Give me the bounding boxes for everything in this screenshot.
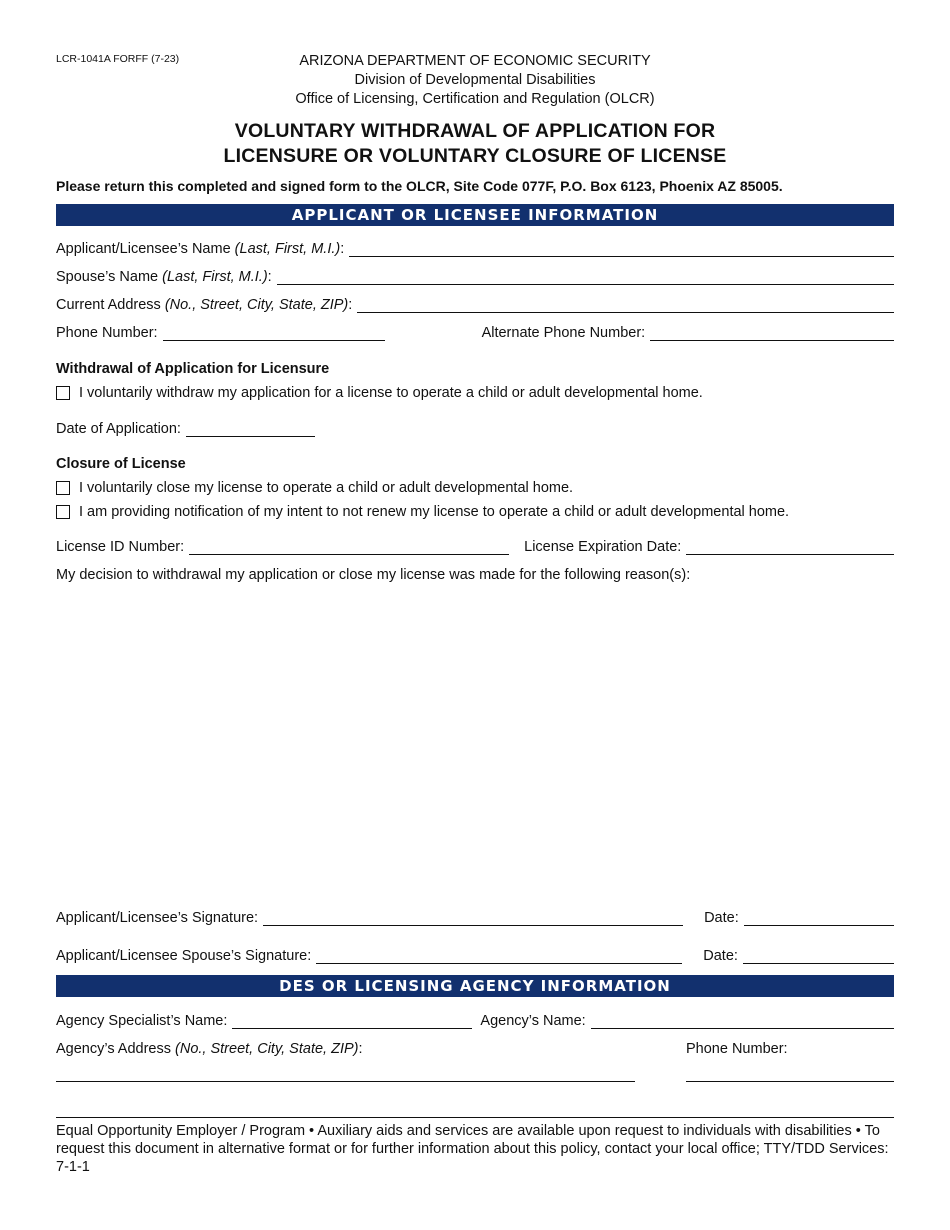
footer-divider xyxy=(56,1117,894,1118)
form-code: LCR-1041A FORFF (7-23) xyxy=(56,53,180,65)
application-date-label: Date of Application: xyxy=(56,421,181,437)
withdraw-checkbox[interactable] xyxy=(56,386,70,400)
agency-address-label-row: Agency’s Address (No., Street, City, State, ZIP): xyxy=(56,1041,363,1057)
alt-phone-label: Alternate Phone Number: xyxy=(481,325,646,341)
agency-phone-label-row xyxy=(686,1037,788,1057)
division-name: Division of Developmental Disabilities xyxy=(354,72,596,88)
spouse-name-hint: (Last, First, M.I.) xyxy=(162,269,268,285)
agency-specialist-label: Agency Specialist’s Name: xyxy=(56,1013,228,1029)
closure-heading: Closure of License xyxy=(56,456,186,472)
license-id-label: License ID Number: xyxy=(56,539,185,555)
spouse-signature-input[interactable] xyxy=(316,949,682,964)
return-instructions: Please return this completed and signed form to the OLCR, Site Code 077F, P.O. Box 6123, Phoenix AZ 85005. xyxy=(56,178,783,194)
applicant-signature-row xyxy=(56,906,894,926)
agency-specialist-input[interactable] xyxy=(232,1014,472,1029)
agency-name-input[interactable] xyxy=(591,1014,894,1029)
current-address-hint: (No., Street, City, State, ZIP) xyxy=(164,297,349,313)
applicant-signature-date-input[interactable] xyxy=(744,911,894,926)
applicant-name-input[interactable] xyxy=(349,242,894,257)
applicant-signature-label: Applicant/Licensee’s Signature: xyxy=(56,910,259,926)
closure-option-2 xyxy=(56,504,789,520)
current-address-label: Current Address xyxy=(56,297,161,313)
withdrawal-option xyxy=(56,385,703,401)
phone-label: Phone Number: xyxy=(56,325,158,341)
spouse-name-input[interactable] xyxy=(277,270,894,285)
spouse-signature-label: Applicant/Licensee Spouse’s Signature: xyxy=(56,948,312,964)
reason-label: My decision to withdrawal my application or close my license was made for the following reason(s): xyxy=(56,567,691,583)
not-renew-checkbox[interactable] xyxy=(56,505,70,519)
form-title-line1: VOLUNTARY WITHDRAWAL OF APPLICATION FOR xyxy=(234,120,716,142)
alt-phone-input[interactable] xyxy=(650,326,894,341)
section-agency-heading: DES OR LICENSING AGENCY INFORMATION xyxy=(56,975,894,997)
spouse-signature-row xyxy=(56,944,894,964)
agency-address-hint: (No., Street, City, State, ZIP) xyxy=(175,1041,359,1057)
agency-name-label: Agency’s Name: xyxy=(480,1013,586,1029)
applicant-signature-input[interactable] xyxy=(263,911,683,926)
phone-row xyxy=(56,321,894,341)
spouse-name-field: Spouse’s Name (Last, First, M.I.): xyxy=(56,265,894,285)
applicant-name-label: Applicant/Licensee’s Name xyxy=(56,241,231,257)
applicant-name-hint: (Last, First, M.I.) xyxy=(234,241,341,257)
spouse-signature-date-input[interactable] xyxy=(743,949,894,964)
withdraw-option-label: I voluntarily withdraw my application for a license to operate a child or adult developmental home. xyxy=(79,385,703,401)
agency-address-input[interactable] xyxy=(56,1081,635,1082)
agency-phone-label: Phone Number: xyxy=(686,1041,788,1057)
closure-option-1 xyxy=(56,480,573,496)
applicant-name-field: Applicant/Licensee’s Name (Last, First, M.I.): xyxy=(56,237,894,257)
agency-address-label: Agency’s Address xyxy=(56,1041,171,1057)
not-renew-label: I am providing notification of my intent to not renew my license to operate a child or adult developmental home. xyxy=(79,504,790,520)
license-row xyxy=(56,535,894,555)
agency-name: ARIZONA DEPARTMENT OF ECONOMIC SECURITY xyxy=(299,53,651,69)
expiration-date-label: License Expiration Date: xyxy=(524,539,682,555)
reason-textarea[interactable] xyxy=(56,588,894,888)
agency-phone-input[interactable] xyxy=(686,1081,894,1082)
close-license-checkbox[interactable] xyxy=(56,481,70,495)
withdrawal-heading: Withdrawal of Application for Licensure xyxy=(56,361,330,377)
license-id-input[interactable] xyxy=(189,540,509,555)
applicant-signature-date-label: Date: xyxy=(704,910,739,926)
expiration-date-input[interactable] xyxy=(686,540,894,555)
footer-notice: Equal Opportunity Employer / Program • Auxiliary aids and services are available upon request to individuals with disabilities • To request this document in alternative format or for further information about this policy, contact your local office; TTY/TDD Services: 7-1-1 xyxy=(56,1123,889,1175)
office-name: Office of Licensing, Certification and Regulation (OLCR) xyxy=(295,91,655,107)
section-applicant-heading: APPLICANT OR LICENSEE INFORMATION xyxy=(56,204,894,226)
phone-input[interactable] xyxy=(163,326,385,341)
spouse-name-label: Spouse’s Name xyxy=(56,269,159,285)
form-title-line2: LICENSURE OR VOLUNTARY CLOSURE OF LICENSE xyxy=(223,145,727,167)
current-address-input[interactable] xyxy=(357,298,894,313)
agency-row xyxy=(56,1009,894,1029)
close-license-label: I voluntarily close my license to operate a child or adult developmental home. xyxy=(79,480,574,496)
spouse-signature-date-label: Date: xyxy=(703,948,738,964)
application-date-input[interactable] xyxy=(186,422,315,437)
application-date-field xyxy=(56,417,315,437)
current-address-field: Current Address (No., Street, City, State, ZIP): xyxy=(56,293,894,313)
